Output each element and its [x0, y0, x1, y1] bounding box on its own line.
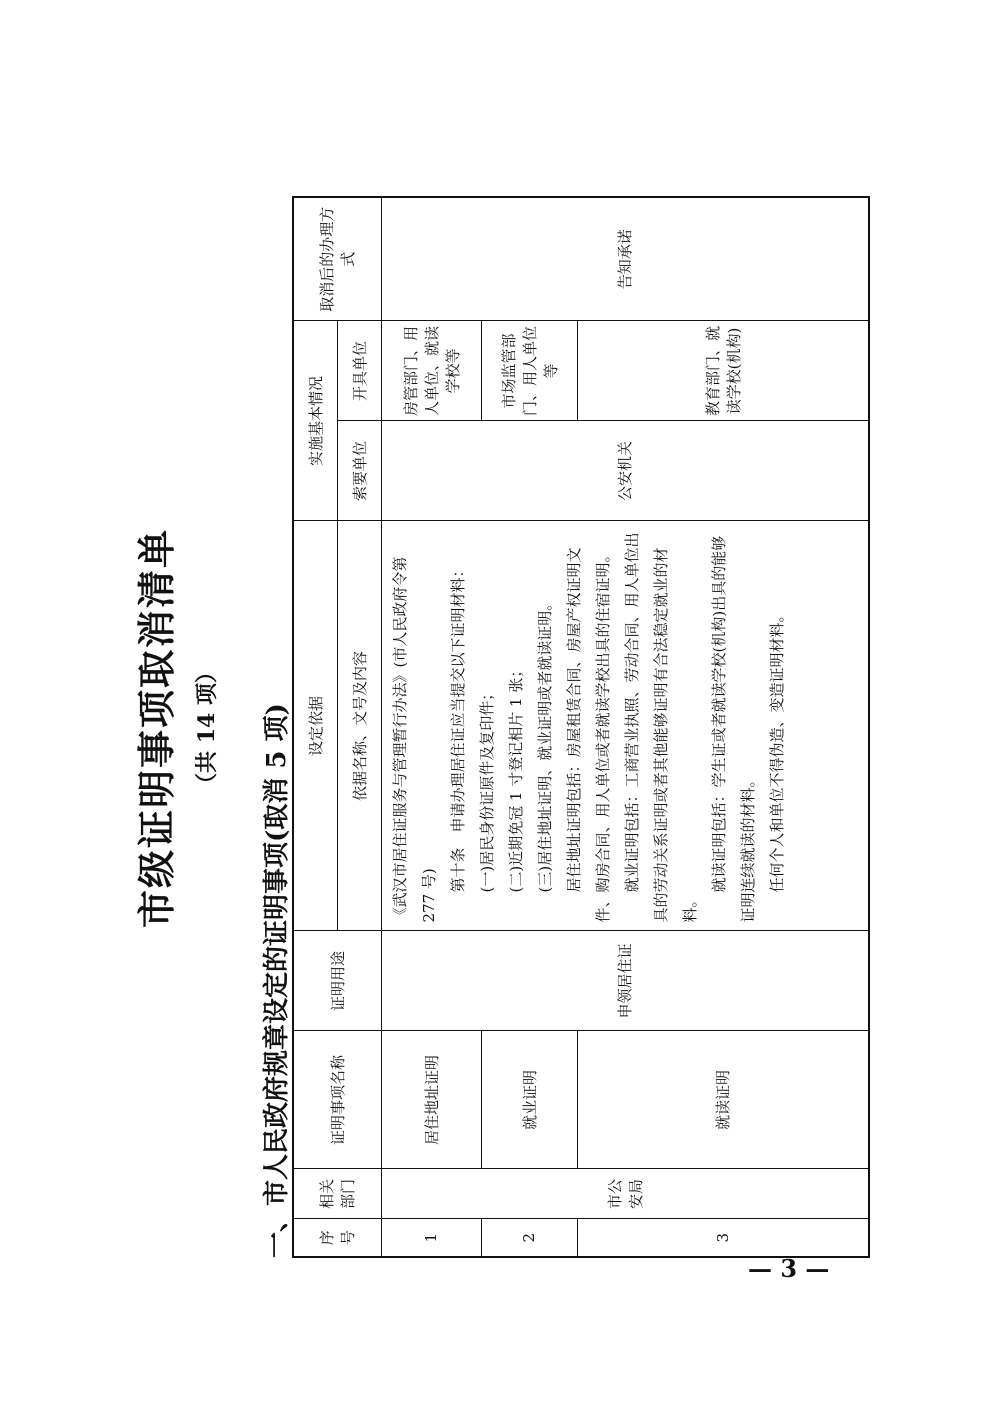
- basis-line: 任何个人和单位不得伪造、变造证明材料。: [767, 607, 786, 893]
- dept-cell: 市公安局: [381, 1169, 869, 1219]
- basis-line: 就读证明包括：学生证或者就读学校(机构)出具的能够证明连续就读的材料。: [709, 535, 757, 923]
- section-heading: 一、市人民政府规章设定的证明事项(取消 5 项): [262, 703, 292, 1258]
- row-issuing: 房管部门、用人单位、就读学校等: [381, 321, 481, 421]
- header-after: 取消后的办理方式: [293, 197, 381, 321]
- basis-line: 《武汉市居住证服务与管理暂行办法》(市人民政府令第 277 号): [390, 556, 438, 923]
- header-seq: 序号: [293, 1219, 381, 1257]
- header-dept: 相关部门: [293, 1169, 381, 1219]
- header-basis-group: 设定依据: [293, 521, 337, 931]
- purpose-cell: 申领居住证: [381, 931, 869, 1031]
- row-item: 居住地址证明: [381, 1031, 481, 1169]
- header-basis: 依据名称、文号及内容: [337, 521, 381, 931]
- page-title: 市级证明事项取消清单: [134, 528, 179, 929]
- row-item: 就业证明: [481, 1031, 577, 1169]
- header-requesting: 索要单位: [337, 421, 381, 521]
- rotated-page-content: [120, 198, 870, 1258]
- basis-line: (二)近期免冠 1 寸登记相片 1 张；: [506, 662, 525, 893]
- row-item: 就读证明: [577, 1031, 869, 1169]
- row-issuing: 教育部门、就读学校(机构): [577, 321, 869, 421]
- header-purpose: 证明用途: [293, 931, 381, 1031]
- after-cell: 告知承诺: [381, 197, 869, 321]
- table-row: [381, 197, 481, 1257]
- row-seq: 2: [481, 1219, 577, 1257]
- row-issuing: 市场监管部门、用人单位等: [481, 321, 577, 421]
- basis-content: [381, 521, 869, 931]
- basis-line: 居住地址证明包括：房屋租赁合同、房屋产权证明文件、购房合同、用人单位或者就读学校出具的住宿证明。: [564, 547, 612, 923]
- certificate-cancellation-table: [292, 196, 870, 1258]
- requesting-cell: 公安机关: [381, 421, 869, 521]
- page-number: — 3 —: [748, 1254, 830, 1283]
- basis-line: (一)居民身份证原件及复印件；: [477, 685, 496, 893]
- basis-line: (三)居住地址证明、就业证明或者就读证明。: [535, 595, 554, 893]
- row-seq: 3: [577, 1219, 869, 1257]
- row-seq: 1: [381, 1219, 481, 1257]
- header-item: 证明事项名称: [293, 1031, 381, 1169]
- header-issuing: 开具单位: [337, 321, 381, 421]
- basis-line: 第十条 申请办理居住证应当提交以下证明材料：: [448, 562, 467, 893]
- basis-line: 就业证明包括：工商营业执照、劳动合同、用人单位出具的劳动关系证明或者其他能够证明有合法稳定就业的材料。: [622, 532, 699, 923]
- page-subtitle: （共 14 项）: [194, 661, 220, 795]
- header-impl-group: 实施基本情况: [293, 321, 337, 521]
